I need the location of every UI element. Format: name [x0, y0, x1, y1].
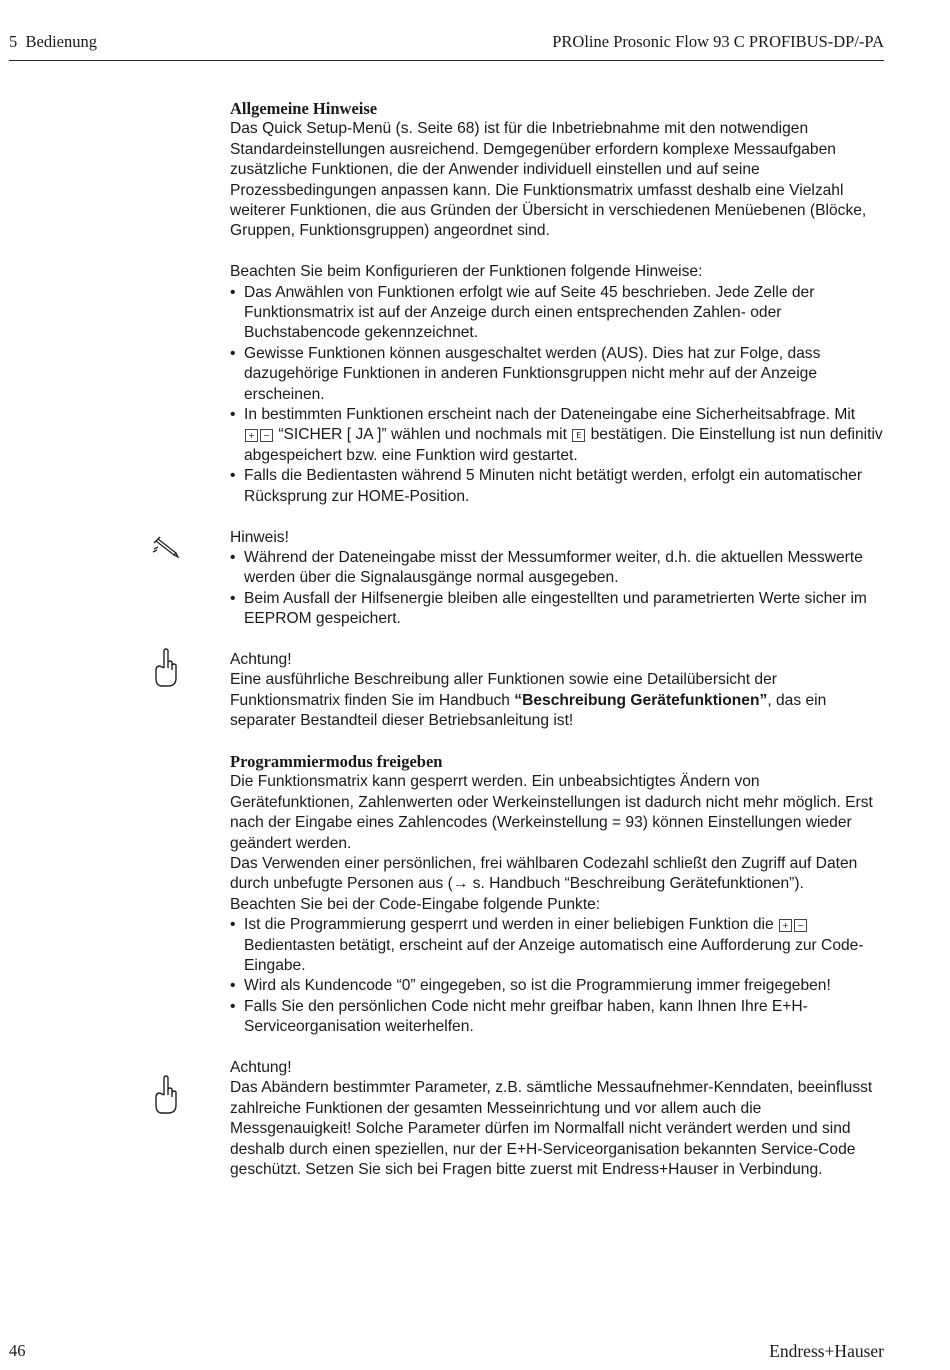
- caution-title: Achtung!: [230, 650, 292, 668]
- general-heading: Allgemeine Hinweise: [230, 99, 378, 118]
- enter-key-icon: E: [572, 429, 585, 442]
- pointing-hand-icon: [152, 1075, 180, 1120]
- programming-para: Das Verwenden einer persönlichen, frei wählbaren Codezahl schließt den Zugriff auf Daten durch unbefugte Personen aus (→ s. Handbuch “Beschreibung Gerätefunktionen”).: [230, 854, 858, 893]
- caution-text: Eine ausführliche Beschreibung aller Funktionen sowie eine Detailübersicht der Funktionsmatrix finden Sie im Handbuch “Beschreibung Gerätefunktionen”, das ein separater Bestandteil dieser Betriebsanleitung ist!: [230, 671, 827, 730]
- plus-minus-keys-icon: + −: [244, 425, 274, 445]
- pointing-hand-icon: [152, 648, 180, 693]
- pencil-note-icon: [152, 535, 182, 564]
- caution-text: Das Abändern bestimmter Parameter, z.B. sämtliche Messaufnehmer-Kenndaten, beeinflusst zahlreiche Funktionen der gesamten Messeinrichtung und vor allem auch die Messgenauigkeit! Solche Parameter dürfen im Normalfall nicht verändert werden und sind deshalb durch einen speziellen, nur der E+H-Serviceorganisation bekannten Service-Code geschützt. Setzen Sie sich bei Fragen bitte zuerst mit Endress+Hauser in Verbindung.: [230, 1079, 873, 1179]
- note-list: [230, 548, 885, 630]
- brand-logo-text: Endress+Hauser: [769, 1341, 884, 1361]
- list-item: • Gewisse Funktionen können ausgeschaltet werden (AUS). Dies hat zur Folge, dass dazugehörige Funktionen in anderen Funktionsgruppen nicht mehr auf der Anzeige erscheinen.: [230, 344, 885, 405]
- programming-list: [230, 915, 885, 1037]
- product-title: PROline Prosonic Flow 93 C PROFIBUS-DP/-PA: [552, 32, 884, 51]
- main-content: [230, 99, 885, 1180]
- list-item: • Beim Ausfall der Hilfsenergie bleiben alle eingestellten und parametrierten Werte sicher im EEPROM gespeichert.: [230, 589, 885, 630]
- list-item: • Ist die Programmierung gesperrt und werden in einer beliebigen Funktion die + − Bedientasten betätigt, erscheint auf der Anzeige automatisch eine Aufforderung zur Code-Eingabe.: [230, 915, 885, 976]
- section-title: 5 Bedienung: [9, 32, 97, 51]
- programming-para: Beachten Sie bei der Code-Eingabe folgende Punkte:: [230, 895, 601, 913]
- general-lead: Beachten Sie beim Konfigurieren der Funktionen folgende Hinweise:: [230, 263, 703, 281]
- general-intro: Das Quick Setup-Menü (s. Seite 68) ist für die Inbetriebnahme mit den notwendigen Standardeinstellungen ausreichend. Demgegenüber erfordern komplexe Messaufgaben zusätzliche Funktionen, die der Anwender individuell einstellen und auf seine Prozessbedingungen anpassen kann. Die Funktionsmatrix umfasst deshalb eine Vielzahl weiterer Funktionen, die aus Gründen der Übersicht in verschiedenen Menüebenen (Blöcke, Gruppen, Funktionsgruppen) angeordnet sind.: [230, 120, 867, 240]
- note-title: Hinweis!: [230, 528, 289, 546]
- programming-heading: Programmiermodus freigeben: [230, 751, 443, 771]
- page-number: 46: [9, 1341, 26, 1360]
- list-item: • In bestimmten Funktionen erscheint nach der Dateneingabe eine Sicherheitsabfrage. Mit + − “SICHER [ JA ]” wählen und nochmals mit E bestätigen. Die Einstellung ist nun definitiv abgespeichert bzw. eine Funktion wird gestartet.: [230, 405, 885, 466]
- list-item: • Das Anwählen von Funktionen erfolgt wie auf Seite 45 beschrieben. Jede Zelle der Funktionsmatrix ist auf der Anzeige durch einen entsprechenden Zahlen- oder Buchstabencode gekennzeichnet.: [230, 283, 885, 344]
- general-list: [230, 283, 885, 507]
- list-item: • Während der Dateneingabe misst der Messumformer weiter, d.h. die aktuellen Messwerte werden über die Signalausgänge normal ausgegeben.: [230, 548, 885, 589]
- list-item: • Falls die Bedientasten während 5 Minuten nicht betätigt werden, erfolgt ein automatischer Rücksprung zur HOME-Position.: [230, 466, 885, 507]
- list-item: • Wird als Kundencode “0” eingegeben, so ist die Programmierung immer freigegeben!: [230, 976, 885, 996]
- programming-para: Die Funktionsmatrix kann gesperrt werden. Ein unbeabsichtigtes Ändern von Gerätefunktionen, Zahlenwerten oder Werkeinstellungen ist dadurch nicht mehr möglich. Erst nach der Eingabe eines Zahlencodes (Werkeinstellung = 93) können Einstellungen wieder geändert werden.: [230, 773, 873, 852]
- page-header: [9, 32, 884, 61]
- caution-title: Achtung!: [230, 1059, 292, 1077]
- list-item: • Falls Sie den persönlichen Code nicht mehr greifbar haben, kann Ihnen Ihre E+H-Serviceorganisation weiterhelfen.: [230, 997, 885, 1038]
- plus-minus-keys-icon: + −: [778, 915, 808, 935]
